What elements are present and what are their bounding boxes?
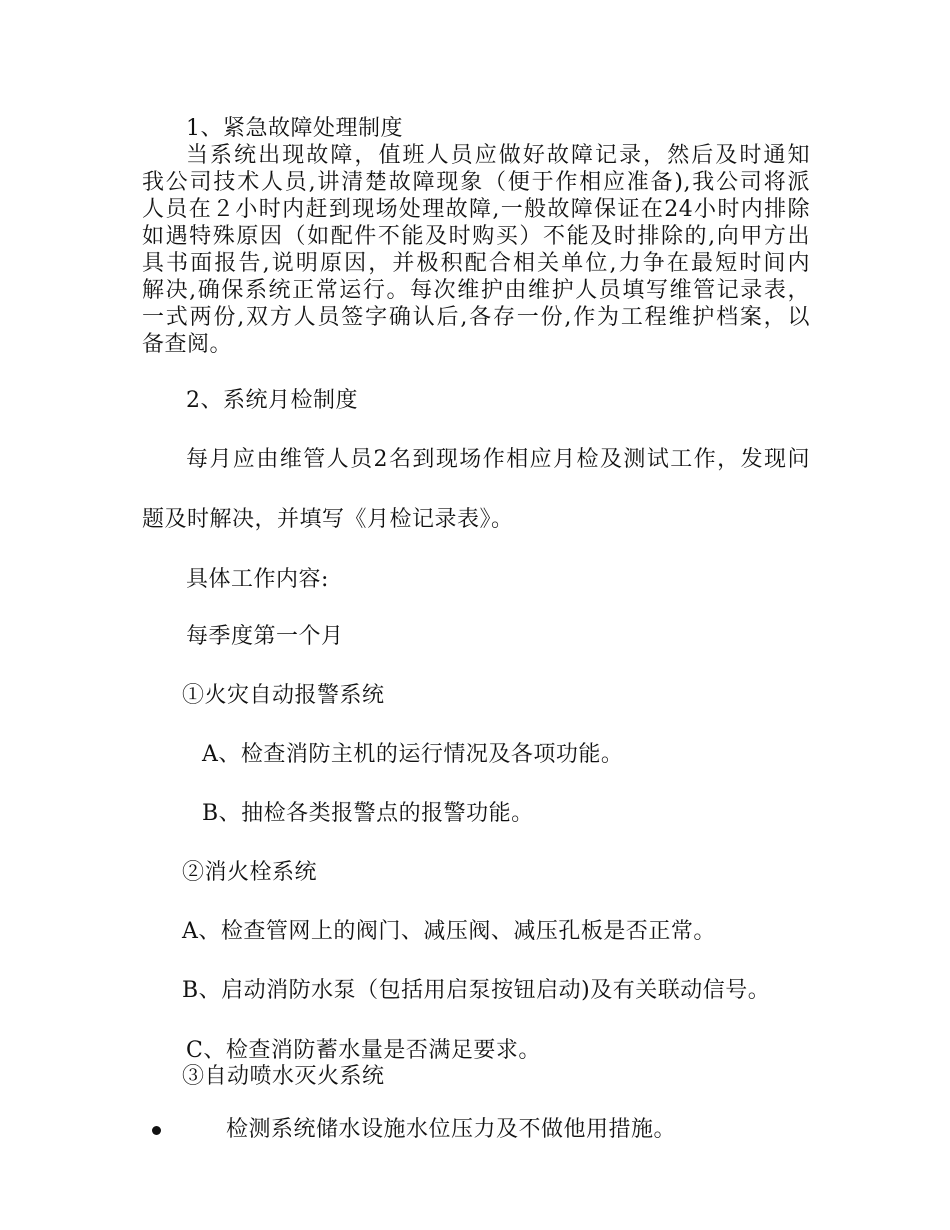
section2-para-line-1: 每月应由维管人员2名到现场作相应月检及测试工作，发现问: [186, 447, 810, 472]
section1-line-8: 备查阅。: [142, 332, 233, 357]
hydrant-title: ②消火栓系统: [182, 860, 318, 885]
bullet-dot-icon: [152, 1126, 161, 1135]
section1-line-1: 当系统出现故障，值班人员应做好故障记录，然后及时通知: [186, 143, 810, 168]
section1-line-7: 一式两份,双方人员签字确认后,各存一份,作为工程维护档案，以: [142, 305, 810, 330]
work-content-label: 具体工作内容:: [186, 567, 329, 592]
section1-line-2: 我公司技术人员,讲清楚故障现象（便于作相应准备),我公司将派: [142, 170, 810, 195]
quarter-first-month: 每季度第一个月: [186, 624, 344, 649]
section1-line-5: 具书面报告,说明原因，并极积配合相关单位,力争在最短时间内: [142, 251, 810, 276]
hydrant-item-a: A、检查管网上的阀门、减压阀、减压孔板是否正常。: [182, 919, 716, 944]
fire-alarm-title: ①火灾自动报警系统: [182, 683, 385, 708]
hydrant-item-c: C、检查消防蓄水量是否满足要求。: [186, 1038, 541, 1063]
fire-alarm-item-a: A、检查消防主机的运行情况及各项功能。: [202, 742, 624, 767]
section2-heading: 2、系统月检制度: [186, 388, 358, 413]
section1-line-4: 如遇特殊原因（如配件不能及时购买）不能及时排除的,向甲方出: [142, 224, 810, 249]
section1-line-3: 人员在２小时内赶到现场处理故障,一般故障保证在24小时内排除: [142, 197, 810, 222]
section1-heading: 1、紧急故障处理制度: [186, 116, 403, 141]
sprinkler-title: ③自动喷水灭火系统: [182, 1064, 385, 1089]
sprinkler-bullet-1: 检测系统储水设施水位压力及不做他用措施。: [226, 1117, 677, 1142]
section1-line-6: 解决,确保系统正常运行。每次维护由维护人员填写维管记录表，: [142, 278, 810, 303]
fire-alarm-item-b: B、抽检各类报警点的报警功能。: [202, 801, 534, 826]
hydrant-item-b: B、启动消防水泵（包括用启泵按钮启动)及有关联动信号。: [182, 978, 771, 1003]
section2-para-line-2: 题及时解决，并填写《月检记录表》。: [142, 507, 514, 532]
